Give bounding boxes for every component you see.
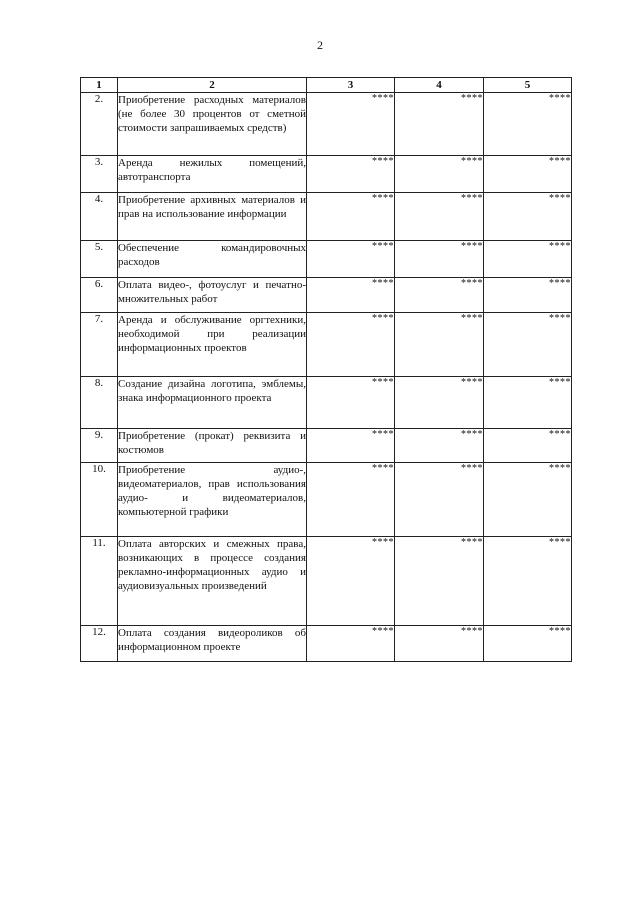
row-col3-value: **** [307,429,395,463]
row-description: Приобретение аудио-, видеоматериалов, прав использования аудио- и видеоматериалов, компьютерной графики [118,463,307,537]
row-description: Оплата создания видеороликов об информационном проекте [118,626,307,662]
row-col5-value: **** [484,537,572,626]
row-col4-value: **** [395,156,484,193]
row-col3-value: **** [307,278,395,313]
table-row [81,93,572,156]
table-row [81,429,572,463]
row-number: 9. [81,429,118,463]
row-number: 8. [81,377,118,429]
page-number: 2 [317,38,323,52]
row-col3-value: **** [307,193,395,241]
row-col4-value: **** [395,241,484,278]
row-col5-value: **** [484,156,572,193]
row-number: 11. [81,537,118,626]
table-row [81,156,572,193]
column-header-2: 2 [118,78,307,93]
row-col5-value: **** [484,241,572,278]
row-description: Приобретение (прокат) реквизита и костюмов [118,429,307,463]
column-header-4: 4 [395,78,484,93]
row-col3-value: **** [307,626,395,662]
row-col5-value: **** [484,377,572,429]
row-col4-value: **** [395,278,484,313]
row-col3-value: **** [307,463,395,537]
table-row [81,463,572,537]
row-col5-value: **** [484,463,572,537]
row-number: 6. [81,278,118,313]
table-row [81,193,572,241]
table-row [81,377,572,429]
row-col3-value: **** [307,537,395,626]
table-row [81,278,572,313]
column-header-5: 5 [484,78,572,93]
row-col5-value: **** [484,429,572,463]
row-col4-value: **** [395,93,484,156]
row-number: 12. [81,626,118,662]
row-col5-value: **** [484,193,572,241]
row-description: Приобретение расходных материалов (не более 30 процентов от сметной стоимости запрашиваемых средств) [118,93,307,156]
row-col5-value: **** [484,313,572,377]
row-col4-value: **** [395,313,484,377]
row-description: Оплата видео-, фотоуслуг и печатно-множительных работ [118,278,307,313]
row-number: 4. [81,193,118,241]
column-header-3: 3 [307,78,395,93]
row-number: 5. [81,241,118,278]
row-col4-value: **** [395,193,484,241]
row-col4-value: **** [395,626,484,662]
row-col3-value: **** [307,156,395,193]
row-col5-value: **** [484,626,572,662]
table-row [81,537,572,626]
row-description: Аренда нежилых помещений, автотранспорта [118,156,307,193]
row-number: 10. [81,463,118,537]
column-header-1: 1 [81,78,118,93]
row-col4-value: **** [395,537,484,626]
row-col4-value: **** [395,377,484,429]
table-header-row [81,78,572,93]
row-col5-value: **** [484,93,572,156]
table-row [81,241,572,278]
row-description: Создание дизайна логотипа, эмблемы, знака информационного проекта [118,377,307,429]
row-description: Аренда и обслуживание оргтехники, необходимой при реализации информационных проектов [118,313,307,377]
row-number: 2. [81,93,118,156]
row-col4-value: **** [395,463,484,537]
row-number: 7. [81,313,118,377]
row-col5-value: **** [484,278,572,313]
row-description: Оплата авторских и смежных права, возникающих в процессе создания рекламно-информационных аудио и аудиовизуальных произведений [118,537,307,626]
row-description: Обеспечение командировочных расходов [118,241,307,278]
row-col3-value: **** [307,313,395,377]
expense-table [80,77,572,662]
row-description: Приобретение архивных материалов и прав на использование информации [118,193,307,241]
row-col3-value: **** [307,377,395,429]
table-row [81,313,572,377]
table-row [81,626,572,662]
row-col3-value: **** [307,93,395,156]
row-col4-value: **** [395,429,484,463]
row-col3-value: **** [307,241,395,278]
row-number: 3. [81,156,118,193]
